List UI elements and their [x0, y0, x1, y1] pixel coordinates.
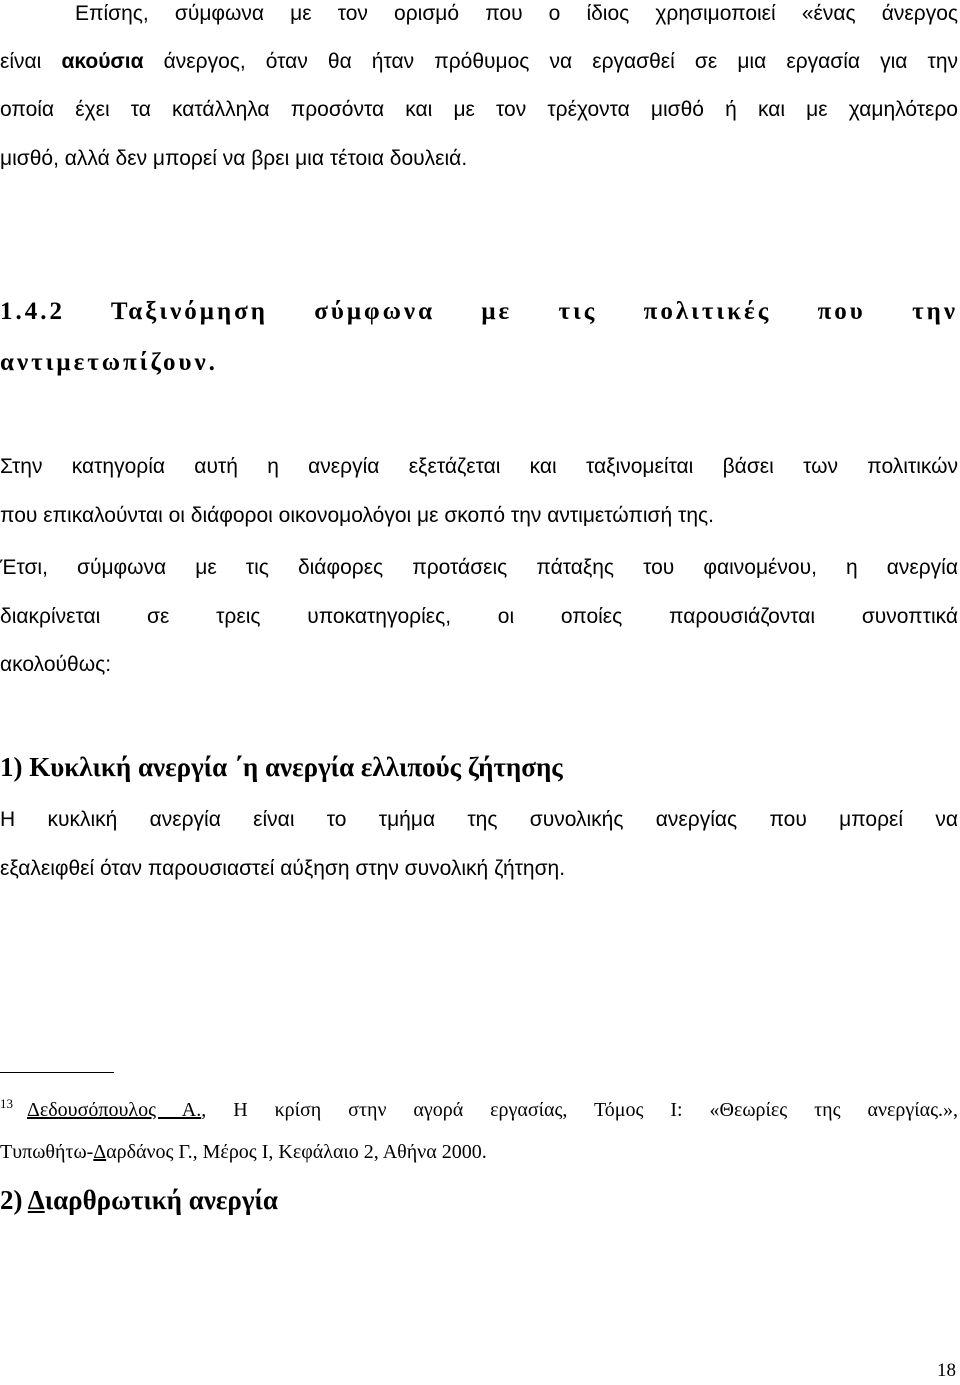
page-number: 18: [937, 1360, 956, 1381]
footnote-publisher-rest: αρδάνος Γ., Μέρος Ι, Κεφάλαιο 2, Αθήνα 2000.: [106, 1141, 487, 1163]
subheading-cyclical-unemployment: 1) Κυκλική ανεργία ΄η ανεργία ελλιπούς ζήτησης: [0, 752, 563, 782]
subheading-2-prefix: 2): [0, 1185, 28, 1215]
footnote-line-2: [0, 1139, 958, 1165]
section-heading-line-1: 1.4.2 Ταξινόμηση σύμφωνα με τις πολιτικές που την: [0, 298, 958, 325]
footnote-line-1: [0, 1097, 958, 1123]
footnote-title: , Η κρίση στην αγορά εργασίας, Τόμος Ι: «Θεωρίες της ανεργίας.»,: [201, 1099, 959, 1121]
paragraph-2-line-4: διακρίνεται σε τρεις υποκατηγορίες, οι οποίες παρουσιάζονται συνοπτικά: [0, 605, 958, 628]
paragraph-3-line-1: Η κυκλική ανεργία είναι το τμήμα της συνολικής ανεργίας που μπορεί να: [0, 808, 958, 831]
bold-term-akousia: ακούσια: [61, 50, 144, 73]
footnote-publisher-start: Τυπωθήτω-: [0, 1141, 94, 1163]
paragraph-2-line-1: Στην κατηγορία αυτή η ανεργία εξετάζεται και ταξινομείται βάσει των πολιτικών: [0, 455, 958, 478]
footnote-separator: [0, 1072, 114, 1073]
footnote-underlined-letter: Δ: [93, 1141, 107, 1163]
subheading-2-underlined-letter: Δ: [27, 1185, 45, 1215]
paragraph-2-line-2: που επικαλούνται οι διάφοροι οικονομολόγοι με σκοπό την αντιμετώπισή της.: [0, 504, 714, 527]
paragraph-3-line-2: εξαλειφθεί όταν παρουσιαστεί αύξηση στην συνολική ζήτηση.: [0, 857, 566, 880]
paragraph-1-line-3: οποία έχει τα κατάλληλα προσόντα και με τον τρέχοντα μισθό ή και με χαμηλότερο: [0, 98, 958, 121]
paragraph-1-line-2-start: είναι: [0, 50, 62, 73]
subheading-2-rest: ιαρθρωτική ανεργία: [44, 1185, 278, 1215]
paragraph-1-line-2-end: άνεργος, όταν θα ήταν πρόθυμος να εργασθεί σε μια εργασία για την: [143, 50, 959, 73]
subheading-structural-unemployment: [0, 1184, 958, 1216]
footnote-number: 13: [0, 1096, 13, 1112]
paragraph-2-line-5: ακολούθως:: [0, 653, 112, 676]
paragraph-1-line-1: Επίσης, σύμφωνα με τον ορισμό που ο ίδιος χρησιμοποιεί «ένας άνεργος: [75, 2, 958, 25]
footnote-author: Δεδουσόπουλος Α.: [27, 1099, 202, 1121]
paragraph-1-line-4: μισθό, αλλά δεν μπορεί να βρει μια τέτοια δουλειά.: [0, 147, 468, 170]
section-heading-line-2: αντιμετωπίζουν.: [0, 349, 218, 376]
paragraph-2-line-3: Έτσι, σύμφωνα με τις διάφορες προτάσεις πάταξης του φαινομένου, η ανεργία: [0, 556, 958, 579]
paragraph-1-line-2: [0, 49, 958, 75]
